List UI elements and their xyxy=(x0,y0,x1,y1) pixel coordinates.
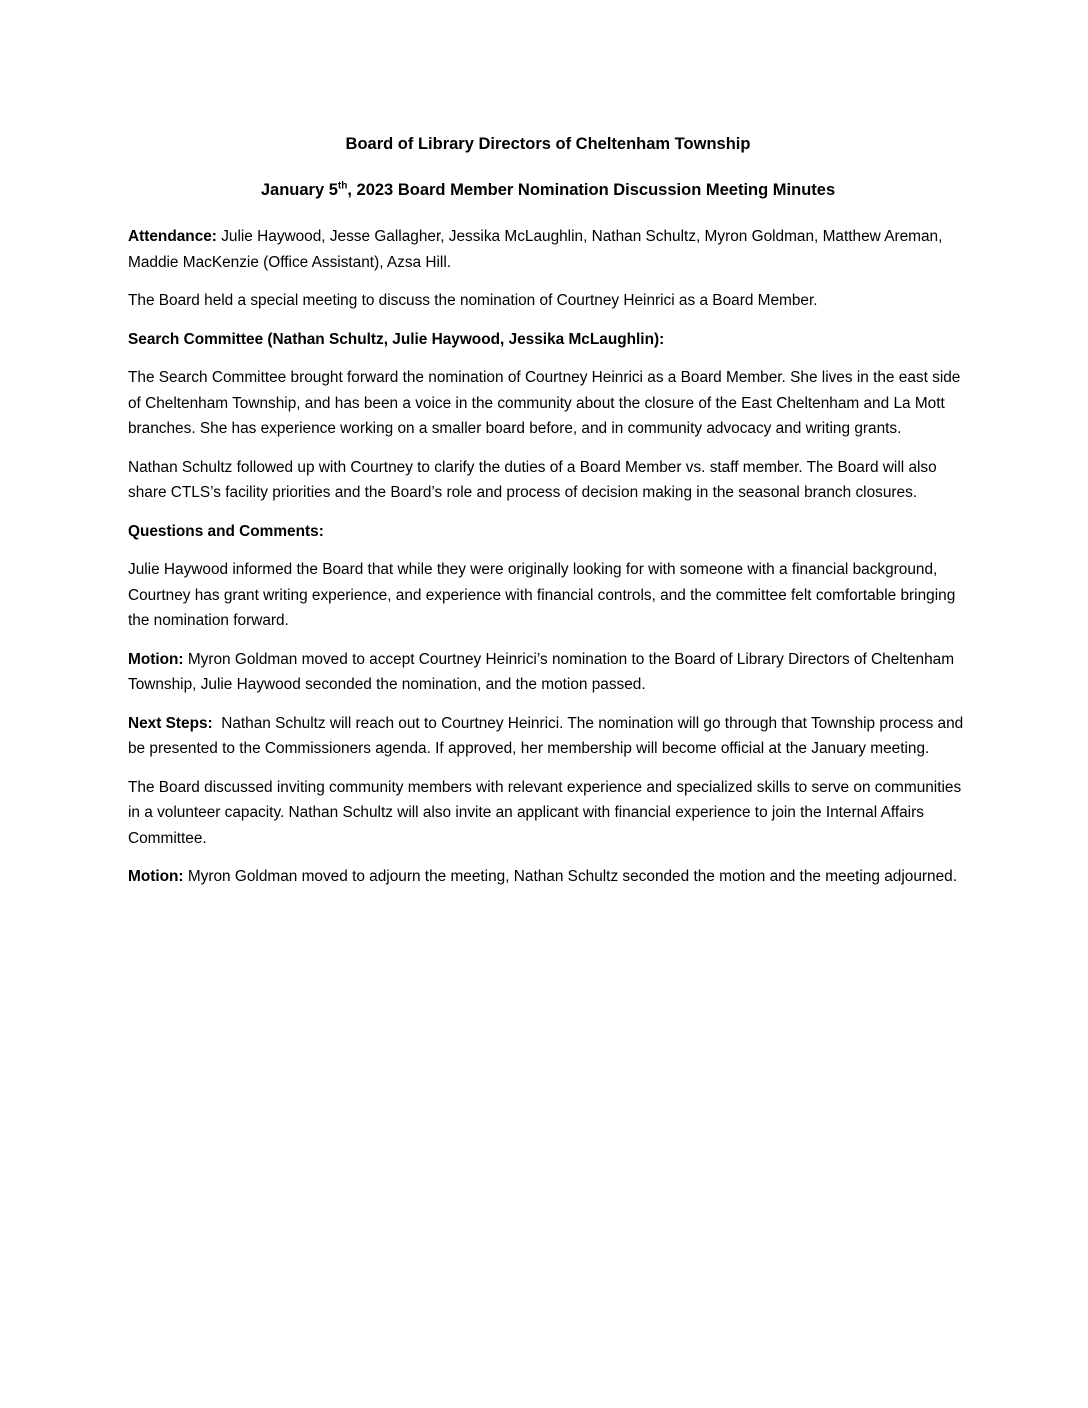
subtitle-pre: January 5 xyxy=(260,181,338,199)
subtitle-sup: th xyxy=(337,180,348,192)
document-subtitle xyxy=(128,178,968,202)
questions-heading: Questions and Comments: xyxy=(128,522,324,540)
discussion-paragraph: The Board discussed inviting community members with relevant experience and specialized skills to serve on communities in a volunteer capacity. Nathan Schultz will also invite an applicant with financial experience to join the Internal Affairs Committee. xyxy=(128,778,962,847)
motion-accept-paragraph xyxy=(128,647,968,698)
attendance-paragraph xyxy=(128,224,968,275)
motion-label: Motion: xyxy=(128,650,184,668)
motion-adjourn-paragraph xyxy=(128,864,968,890)
intro-paragraph: The Board held a special meeting to discuss the nomination of Courtney Heinrici as a Board Member. xyxy=(128,292,818,309)
motion-label: Motion: xyxy=(128,868,184,885)
next-steps-paragraph xyxy=(128,711,968,762)
questions-paragraph: Julie Haywood informed the Board that while they were originally looking for with someone with a financial background, Courtney has grant writing experience, and experience with financial controls, and the committee felt comfortable bringing the nomination forward. xyxy=(128,561,956,629)
search-committee-paragraph-1: The Search Committee brought forward the nomination of Courtney Heinrici as a Board Member. She lives in the east side of Cheltenham Township, and has been a voice in the community about the closure of the East Cheltenham and La Mott branches. She has experience working on a smaller board before, and in community advocacy and writing grants. xyxy=(128,369,961,437)
attendance-text: Julie Haywood, Jesse Gallagher, Jessika McLaughlin, Nathan Schultz, Myron Goldman, Matthew Areman, Maddie MacKenzie (Office Assistant), Azsa Hill. xyxy=(128,228,943,271)
motion-text: Myron Goldman moved to accept Courtney Heinrici’s nomination to the Board of Library Directors of Cheltenham Township, Julie Haywood seconded the nomination, and the motion passed. xyxy=(128,650,955,693)
search-committee-heading: Search Committee (Nathan Schultz, Julie Haywood, Jessika McLaughlin): xyxy=(128,330,665,348)
next-steps-label: Next Steps: xyxy=(128,714,213,732)
attendance-label: Attendance: xyxy=(128,228,217,245)
document-body xyxy=(128,132,968,903)
document-title: Board of Library Directors of Cheltenham Township xyxy=(345,135,751,153)
next-steps-text: Nathan Schultz will reach out to Courtney Heinrici. The nomination will go through that Township process and be presented to the Commissioners agenda. If approved, her membership will become official at the January meeting. xyxy=(128,714,968,757)
search-committee-paragraph-2: Nathan Schultz followed up with Courtney to clarify the duties of a Board Member vs. staff member. The Board will also share CTLS’s facility priorities and the Board’s role and process of decision making in the seasonal branch closures. xyxy=(128,458,937,501)
subtitle-post: , 2023 Board Member Nomination Discussion Meeting Minutes xyxy=(347,181,836,199)
motion-text: Myron Goldman moved to adjourn the meeting, Nathan Schultz seconded the motion and the meeting adjourned. xyxy=(183,868,957,885)
